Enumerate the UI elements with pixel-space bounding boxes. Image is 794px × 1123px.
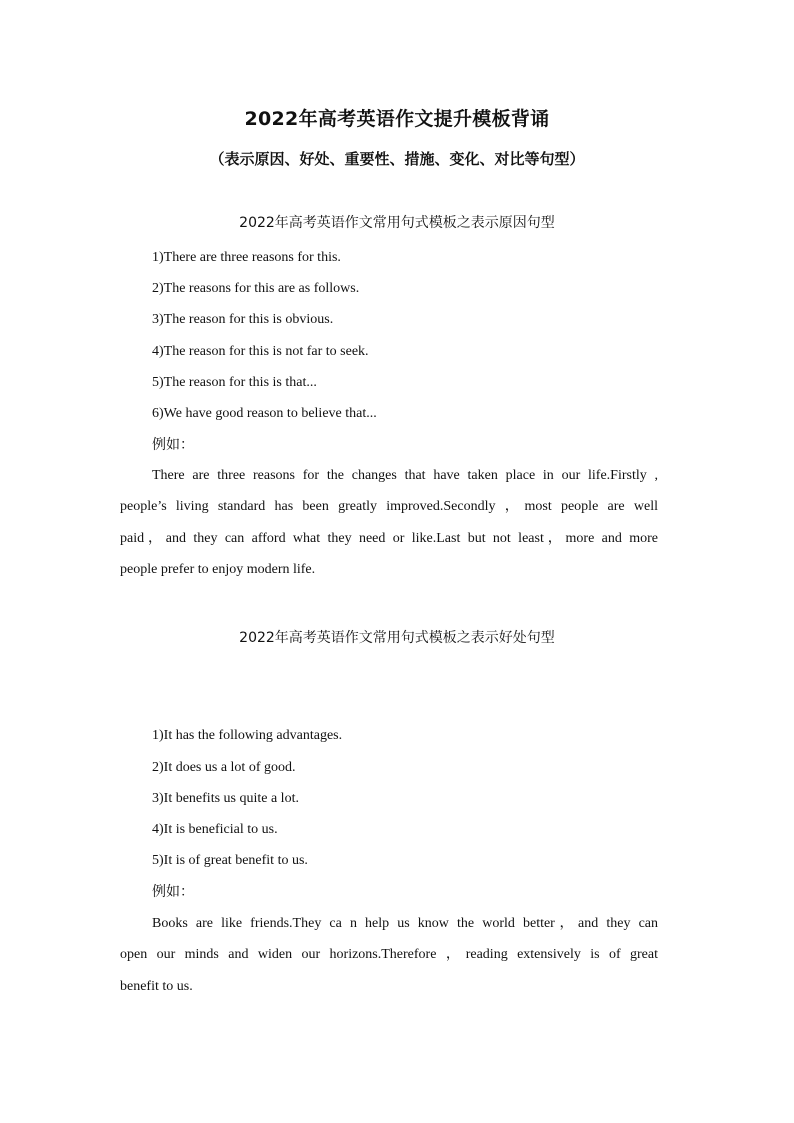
sentence-item: 3)The reason for this is obvious. bbox=[152, 312, 334, 327]
document-subtitle: （表示原因、好处、重要性、措施、变化、对比等句型） bbox=[209, 150, 585, 168]
paragraph-line: benefit to us. bbox=[120, 978, 193, 994]
sentence-item: 5)The reason for this is that... bbox=[152, 375, 317, 390]
paragraph-line: Books are like friends.They ca n help us know the world better，and they can bbox=[152, 916, 658, 931]
sentence-item: 5)It is of great benefit to us. bbox=[152, 853, 308, 868]
sentence-item: 6)We have good reason to believe that... bbox=[152, 406, 377, 421]
section-heading-advantages: 2022年高考英语作文常用句式模板之表示好处句型 bbox=[239, 630, 555, 646]
paragraph-line: open our minds and widen our horizons.Therefore ，reading extensively is of great bbox=[120, 947, 658, 963]
sentence-item: 4)It is beneficial to us. bbox=[152, 822, 278, 837]
example-label: 例如： bbox=[152, 884, 194, 900]
example-label: 例如： bbox=[152, 437, 194, 453]
paragraph-line: There are three reasons for the changes that have taken place in our life.Firstly , bbox=[152, 468, 658, 483]
section-heading-reasons: 2022年高考英语作文常用句式模板之表示原因句型 bbox=[239, 215, 555, 231]
sentence-item: 2)The reasons for this are as follows. bbox=[152, 281, 360, 296]
sentence-item: 3)It benefits us quite a lot. bbox=[152, 791, 299, 806]
sentence-item: 1)It has the following advantages. bbox=[152, 728, 343, 743]
document-title: 2022年高考英语作文提升模板背诵 bbox=[244, 108, 550, 130]
sentence-item: 4)The reason for this is not far to seek. bbox=[152, 344, 369, 359]
paragraph-line: people’s living standard has been greatly improved.Secondly ，most people are well bbox=[120, 499, 658, 515]
sentence-item: 1)There are three reasons for this. bbox=[152, 250, 341, 265]
sentence-item: 2)It does us a lot of good. bbox=[152, 760, 296, 775]
example-paragraph-reasons bbox=[120, 466, 658, 591]
paragraph-line: people prefer to enjoy modern life. bbox=[120, 561, 316, 577]
paragraph-line: paid，and they can afford what they need or like.Last but not least，more and more bbox=[120, 530, 658, 546]
example-paragraph-advantages bbox=[120, 914, 658, 1008]
